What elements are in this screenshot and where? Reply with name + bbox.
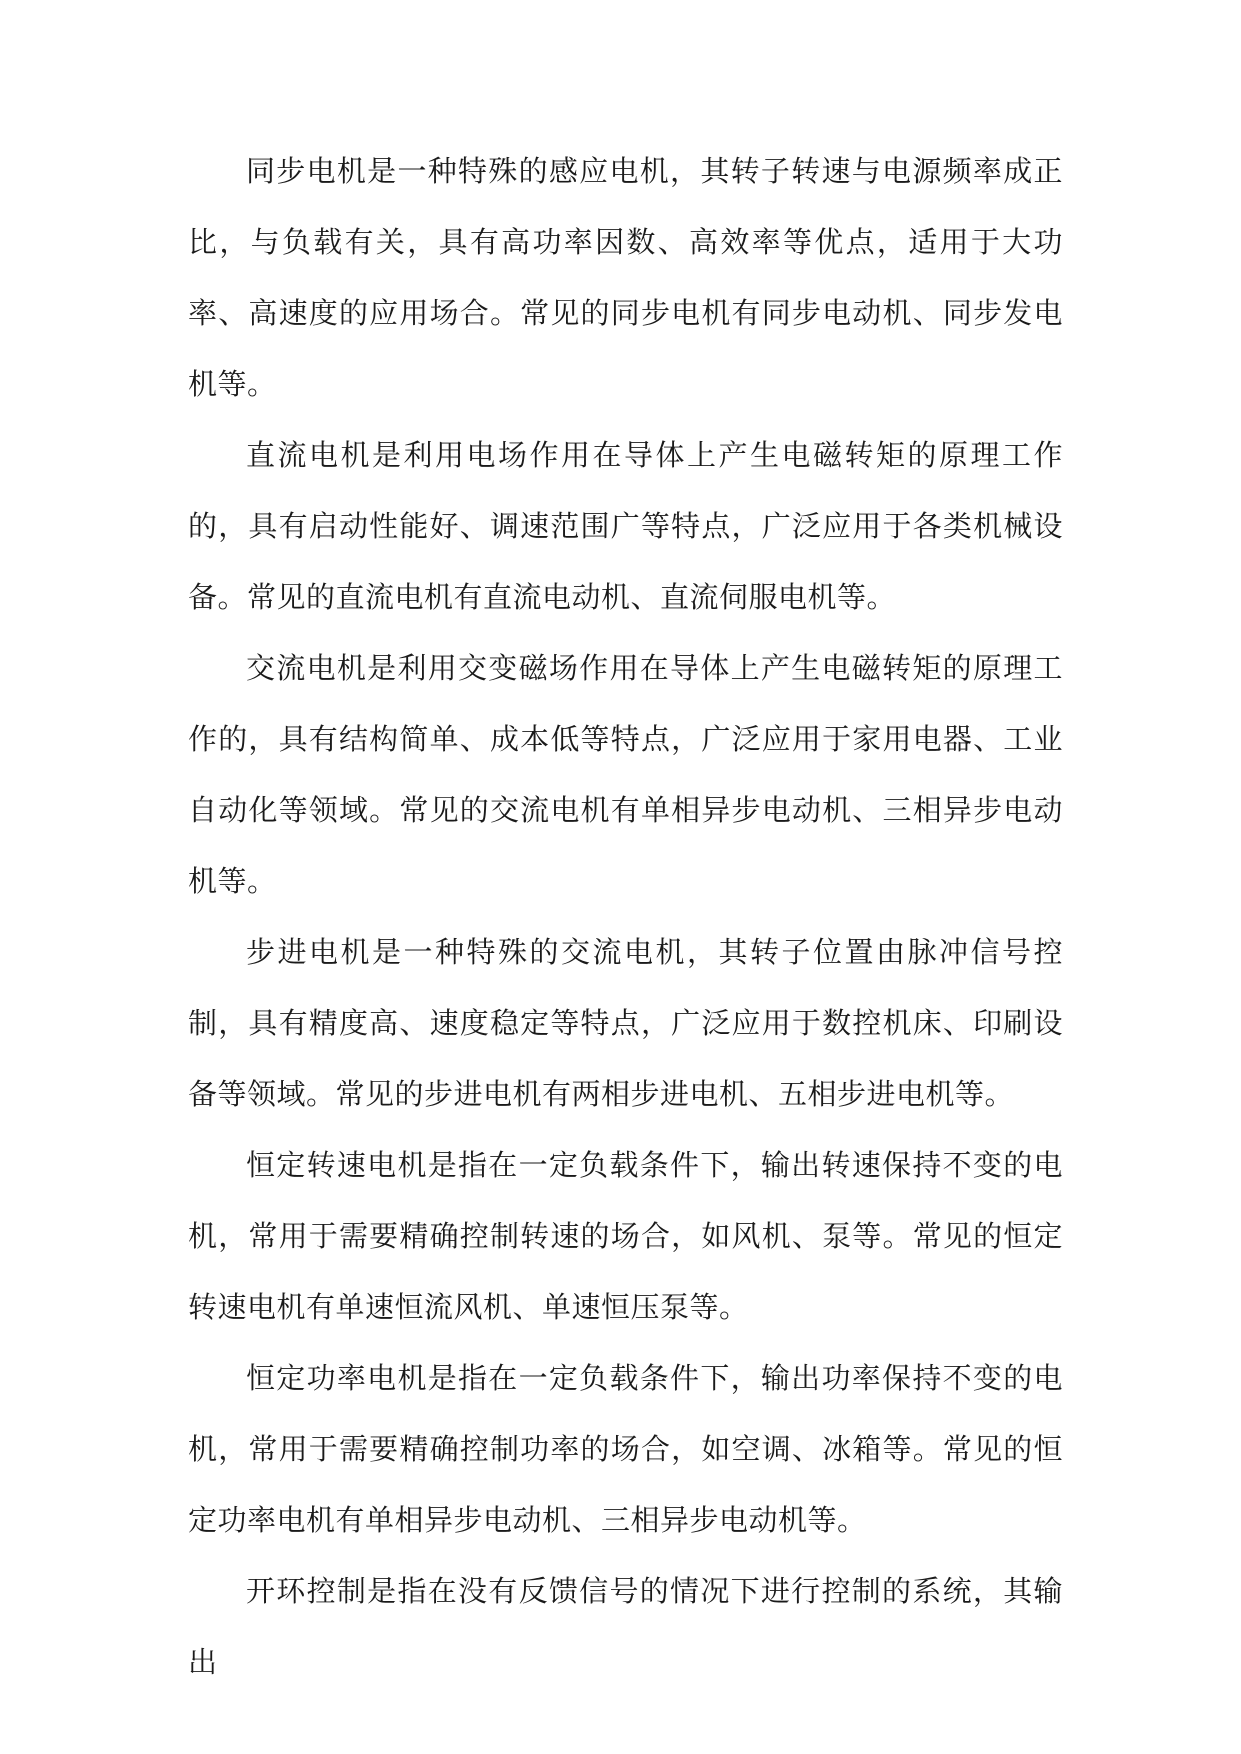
paragraph-constant-speed-motor: 恒定转速电机是指在一定负载条件下，输出转速保持不变的电机，常用于需要精确控制转速的场合，如风机、泵等。常见的恒定转速电机有单速恒流风机、单速恒压泵等。: [188, 1148, 1063, 1324]
paragraph-stepper-motor: 步进电机是一种特殊的交流电机，其转子位置由脉冲信号控制，具有精度高、速度稳定等特点，广泛应用于数控机床、印刷设备等领域。常见的步进电机有两相步进电机、五相步进电机等。: [188, 935, 1063, 1111]
paragraph-ac-motor: 交流电机是利用交变磁场作用在导体上产生电磁转矩的原理工作的，具有结构简单、成本低等特点，广泛应用于家用电器、工业自动化等领域。常见的交流电机有单相异步电动机、三相异步电动机等。: [188, 651, 1063, 898]
document-body: [188, 136, 1063, 1698]
paragraph-constant-power-motor: 恒定功率电机是指在一定负载条件下，输出功率保持不变的电机，常用于需要精确控制功率的场合，如空调、冰箱等。常见的恒定功率电机有单相异步电动机、三相异步电动机等。: [188, 1361, 1063, 1537]
paragraph-synchronous-motor: 同步电机是一种特殊的感应电机，其转子转速与电源频率成正比，与负载有关，具有高功率因数、高效率等优点，适用于大功率、高速度的应用场合。常见的同步电机有同步电动机、同步发电机等。: [188, 154, 1063, 401]
paragraph-dc-motor: 直流电机是利用电场作用在导体上产生电磁转矩的原理工作的，具有启动性能好、调速范围广等特点，广泛应用于各类机械设备。常见的直流电机有直流电动机、直流伺服电机等。: [188, 438, 1063, 614]
paragraph-open-loop-control: 开环控制是指在没有反馈信号的情况下进行控制的系统，其输出: [188, 1574, 1063, 1679]
